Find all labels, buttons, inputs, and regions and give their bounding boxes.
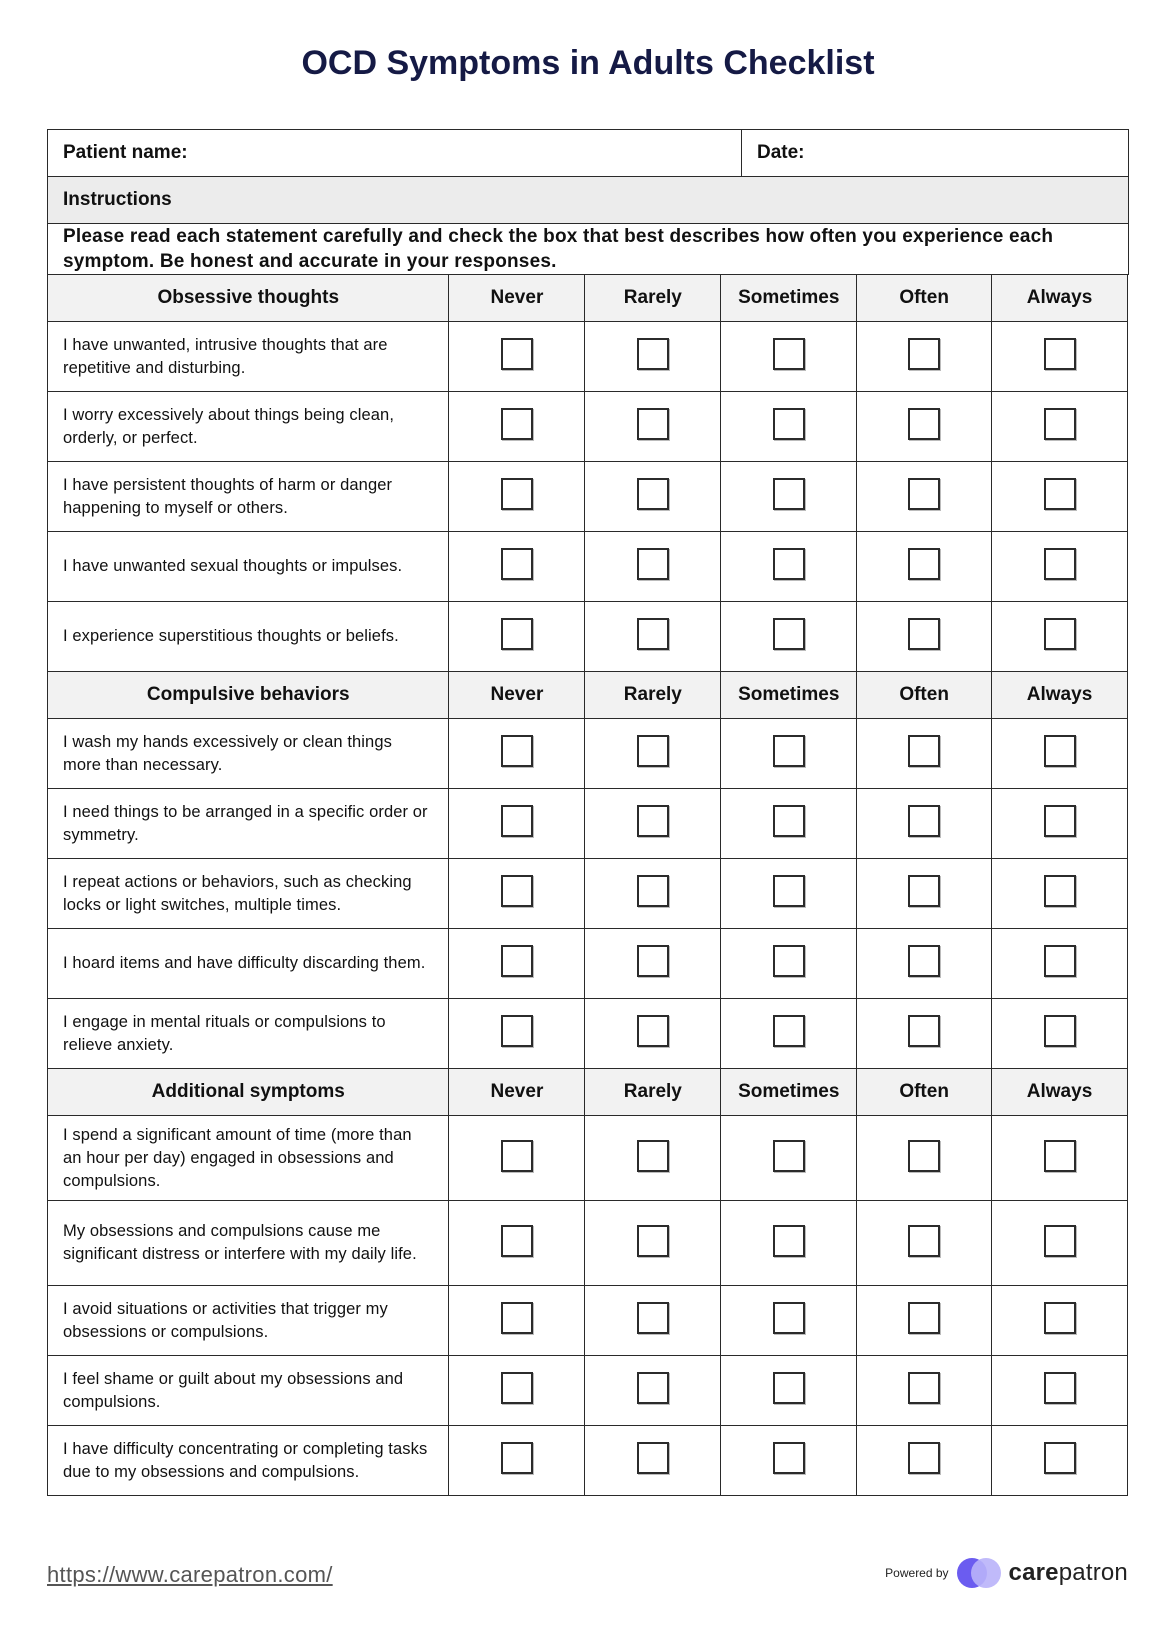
checkbox-often[interactable]	[908, 1372, 940, 1404]
checkbox-cell	[992, 602, 1128, 672]
checkbox-rarely[interactable]	[637, 1442, 669, 1474]
checkbox-always[interactable]	[1044, 805, 1076, 837]
checkbox-often[interactable]	[908, 408, 940, 440]
powered-by-logo[interactable]	[885, 1556, 1128, 1590]
checkbox-cell	[857, 602, 992, 672]
powered-by-label: Powered by	[885, 1566, 949, 1580]
checkbox-cell	[585, 999, 721, 1069]
checkbox-cell	[992, 1116, 1128, 1201]
carepatron-logo-icon	[957, 1556, 1003, 1590]
symptom-row	[48, 929, 1128, 999]
checkbox-cell	[992, 1286, 1128, 1356]
symptom-statement: I feel shame or guilt about my obsessions and compulsions.	[48, 1356, 449, 1426]
checkbox-cell	[857, 929, 992, 999]
checkbox-never[interactable]	[501, 945, 533, 977]
brand-name: carepatron	[1008, 1559, 1128, 1586]
checkbox-rarely[interactable]	[637, 1015, 669, 1047]
checkbox-never[interactable]	[501, 478, 533, 510]
option-header-often: Often	[857, 1069, 992, 1116]
checkbox-often[interactable]	[908, 478, 940, 510]
checkbox-sometimes[interactable]	[773, 1372, 805, 1404]
checkbox-sometimes[interactable]	[773, 735, 805, 767]
symptom-row	[48, 462, 1128, 532]
option-header-sometimes: Sometimes	[721, 275, 857, 322]
checkbox-cell	[585, 859, 721, 929]
symptom-statement: My obsessions and compulsions cause me significant distress or interfere with my daily life.	[48, 1201, 449, 1286]
instructions-text: Please read each statement carefully and check the box that best describes how often you experience each symptom. Be honest and accurate in your responses.	[48, 224, 1129, 275]
carepatron-link[interactable]: https://www.carepatron.com/	[47, 1562, 333, 1587]
checkbox-never[interactable]	[501, 1442, 533, 1474]
checkbox-often[interactable]	[908, 1140, 940, 1172]
option-header-rarely: Rarely	[585, 1069, 721, 1116]
checkbox-sometimes[interactable]	[773, 338, 805, 370]
symptom-row	[48, 1356, 1128, 1426]
checkbox-cell	[721, 999, 857, 1069]
checkbox-rarely[interactable]	[637, 408, 669, 440]
header-table	[47, 129, 1129, 275]
checkbox-cell	[449, 929, 585, 999]
symptom-statement: I need things to be arranged in a specific order or symmetry.	[48, 789, 449, 859]
patient-name-label: Patient name:	[63, 142, 188, 163]
checkbox-cell	[449, 532, 585, 602]
checkbox-cell	[449, 999, 585, 1069]
checkbox-cell	[992, 1201, 1128, 1286]
option-header-often: Often	[857, 672, 992, 719]
checkbox-cell	[585, 1426, 721, 1496]
checkbox-cell	[449, 1426, 585, 1496]
checkbox-cell	[721, 1201, 857, 1286]
checkbox-cell	[992, 1426, 1128, 1496]
symptom-statement: I repeat actions or behaviors, such as checking locks or light switches, multiple times.	[48, 859, 449, 929]
symptom-row	[48, 1286, 1128, 1356]
option-header-never: Never	[449, 275, 585, 322]
symptom-statement: I wash my hands excessively or clean things more than necessary.	[48, 719, 449, 789]
option-header-often: Often	[857, 275, 992, 322]
checkbox-often[interactable]	[908, 1015, 940, 1047]
checkbox-rarely[interactable]	[637, 618, 669, 650]
checkbox-never[interactable]	[501, 875, 533, 907]
checkbox-rarely[interactable]	[637, 735, 669, 767]
symptom-grid	[47, 274, 1128, 1496]
checkbox-cell	[857, 392, 992, 462]
checkbox-cell	[721, 532, 857, 602]
option-header-sometimes: Sometimes	[721, 672, 857, 719]
checkbox-cell	[449, 322, 585, 392]
section-title: Obsessive thoughts	[48, 275, 449, 322]
checkbox-cell	[585, 789, 721, 859]
checkbox-sometimes[interactable]	[773, 1140, 805, 1172]
checkbox-cell	[992, 532, 1128, 602]
checkbox-never[interactable]	[501, 338, 533, 370]
checkbox-sometimes[interactable]	[773, 1015, 805, 1047]
symptom-row	[48, 1426, 1128, 1496]
symptom-row	[48, 859, 1128, 929]
checkbox-always[interactable]	[1044, 338, 1076, 370]
checkbox-cell	[857, 322, 992, 392]
checkbox-never[interactable]	[501, 1140, 533, 1172]
checkbox-rarely[interactable]	[637, 1302, 669, 1334]
checkbox-cell	[857, 1201, 992, 1286]
checkbox-often[interactable]	[908, 805, 940, 837]
symptom-statement: I worry excessively about things being clean, orderly, or perfect.	[48, 392, 449, 462]
checkbox-cell	[449, 392, 585, 462]
checkbox-cell	[449, 1356, 585, 1426]
checkbox-cell	[857, 789, 992, 859]
instructions-heading: Instructions	[48, 177, 1129, 224]
checkbox-cell	[857, 532, 992, 602]
checkbox-cell	[721, 322, 857, 392]
checkbox-cell	[585, 462, 721, 532]
checkbox-cell	[992, 859, 1128, 929]
checkbox-sometimes[interactable]	[773, 548, 805, 580]
checkbox-rarely[interactable]	[637, 875, 669, 907]
checkbox-sometimes[interactable]	[773, 805, 805, 837]
checkbox-sometimes[interactable]	[773, 408, 805, 440]
checkbox-cell	[585, 1356, 721, 1426]
checkbox-often[interactable]	[908, 735, 940, 767]
checkbox-rarely[interactable]	[637, 548, 669, 580]
checkbox-often[interactable]	[908, 548, 940, 580]
symptom-statement: I engage in mental rituals or compulsions to relieve anxiety.	[48, 999, 449, 1069]
option-header-always: Always	[992, 672, 1128, 719]
checkbox-rarely[interactable]	[637, 478, 669, 510]
checkbox-cell	[857, 719, 992, 789]
checkbox-often[interactable]	[908, 1225, 940, 1257]
checkbox-cell	[721, 929, 857, 999]
checkbox-never[interactable]	[501, 1302, 533, 1334]
checkbox-often[interactable]	[908, 1302, 940, 1334]
checkbox-cell	[721, 602, 857, 672]
checkbox-sometimes[interactable]	[773, 875, 805, 907]
symptom-row	[48, 322, 1128, 392]
checkbox-cell	[857, 1426, 992, 1496]
checkbox-cell	[992, 392, 1128, 462]
symptom-statement: I hoard items and have difficulty discarding them.	[48, 929, 449, 999]
date-label: Date:	[757, 142, 805, 163]
checkbox-often[interactable]	[908, 945, 940, 977]
symptom-statement: I have unwanted sexual thoughts or impulses.	[48, 532, 449, 602]
checkbox-sometimes[interactable]	[773, 1225, 805, 1257]
checkbox-cell	[857, 859, 992, 929]
checkbox-cell	[449, 789, 585, 859]
checkbox-always[interactable]	[1044, 548, 1076, 580]
checkbox-cell	[721, 1356, 857, 1426]
checkbox-never[interactable]	[501, 805, 533, 837]
symptom-row	[48, 999, 1128, 1069]
checkbox-cell	[585, 602, 721, 672]
checkbox-cell	[449, 602, 585, 672]
checkbox-cell	[449, 719, 585, 789]
checkbox-sometimes[interactable]	[773, 478, 805, 510]
option-header-never: Never	[449, 1069, 585, 1116]
checkbox-cell	[585, 532, 721, 602]
checkbox-cell	[585, 1201, 721, 1286]
checkbox-sometimes[interactable]	[773, 1442, 805, 1474]
checkbox-rarely[interactable]	[637, 338, 669, 370]
checkbox-always[interactable]	[1044, 408, 1076, 440]
checkbox-cell	[857, 1356, 992, 1426]
checkbox-always[interactable]	[1044, 1015, 1076, 1047]
checkbox-cell	[721, 1286, 857, 1356]
checkbox-cell	[585, 719, 721, 789]
checkbox-sometimes[interactable]	[773, 945, 805, 977]
checkbox-often[interactable]	[908, 618, 940, 650]
checkbox-always[interactable]	[1044, 735, 1076, 767]
checkbox-cell	[585, 322, 721, 392]
checkbox-rarely[interactable]	[637, 805, 669, 837]
checkbox-sometimes[interactable]	[773, 618, 805, 650]
symptom-statement: I experience superstitious thoughts or beliefs.	[48, 602, 449, 672]
checkbox-never[interactable]	[501, 1015, 533, 1047]
checkbox-rarely[interactable]	[637, 1140, 669, 1172]
checkbox-cell	[449, 859, 585, 929]
symptom-row	[48, 719, 1128, 789]
checkbox-cell	[857, 1286, 992, 1356]
checkbox-cell	[585, 392, 721, 462]
symptom-row	[48, 1201, 1128, 1286]
checkbox-often[interactable]	[908, 1442, 940, 1474]
symptom-statement: I have persistent thoughts of harm or danger happening to myself or others.	[48, 462, 449, 532]
checkbox-often[interactable]	[908, 875, 940, 907]
checkbox-cell	[449, 1116, 585, 1201]
checkbox-always[interactable]	[1044, 618, 1076, 650]
checkbox-cell	[585, 1116, 721, 1201]
option-header-always: Always	[992, 1069, 1128, 1116]
checkbox-cell	[992, 999, 1128, 1069]
section-header-row	[48, 1069, 1128, 1116]
checkbox-always[interactable]	[1044, 478, 1076, 510]
symptom-row	[48, 789, 1128, 859]
checkbox-never[interactable]	[501, 618, 533, 650]
checkbox-cell	[721, 1426, 857, 1496]
checkbox-never[interactable]	[501, 735, 533, 767]
checkbox-cell	[721, 859, 857, 929]
checkbox-rarely[interactable]	[637, 1225, 669, 1257]
symptom-statement: I have difficulty concentrating or completing tasks due to my obsessions and compulsions.	[48, 1426, 449, 1496]
checkbox-always[interactable]	[1044, 945, 1076, 977]
checkbox-cell	[992, 322, 1128, 392]
checkbox-cell	[449, 1201, 585, 1286]
checkbox-cell	[721, 392, 857, 462]
checkbox-cell	[992, 462, 1128, 532]
section-title: Compulsive behaviors	[48, 672, 449, 719]
checkbox-cell	[449, 462, 585, 532]
section-header-row	[48, 275, 1128, 322]
checkbox-often[interactable]	[908, 338, 940, 370]
checkbox-cell	[992, 719, 1128, 789]
checkbox-cell	[585, 929, 721, 999]
checklist-form	[47, 129, 1128, 1496]
symptom-row	[48, 392, 1128, 462]
checkbox-cell	[585, 1286, 721, 1356]
section-title: Additional symptoms	[48, 1069, 449, 1116]
checkbox-cell	[992, 1356, 1128, 1426]
checkbox-never[interactable]	[501, 1372, 533, 1404]
checkbox-cell	[449, 1286, 585, 1356]
option-header-sometimes: Sometimes	[721, 1069, 857, 1116]
checkbox-cell	[721, 462, 857, 532]
checkbox-always[interactable]	[1044, 1225, 1076, 1257]
symptom-statement: I spend a significant amount of time (more than an hour per day) engaged in obsessions and compulsions.	[48, 1116, 449, 1201]
symptom-row	[48, 532, 1128, 602]
checkbox-sometimes[interactable]	[773, 1302, 805, 1334]
checkbox-rarely[interactable]	[637, 945, 669, 977]
patient-name-field[interactable]	[48, 130, 742, 177]
checkbox-always[interactable]	[1044, 1372, 1076, 1404]
symptom-statement: I avoid situations or activities that trigger my obsessions or compulsions.	[48, 1286, 449, 1356]
checkbox-never[interactable]	[501, 408, 533, 440]
checkbox-never[interactable]	[501, 1225, 533, 1257]
option-header-never: Never	[449, 672, 585, 719]
symptom-row	[48, 1116, 1128, 1201]
date-field[interactable]	[742, 130, 1129, 177]
checkbox-always[interactable]	[1044, 1442, 1076, 1474]
option-header-rarely: Rarely	[585, 672, 721, 719]
section-header-row	[48, 672, 1128, 719]
symptom-statement: I have unwanted, intrusive thoughts that are repetitive and disturbing.	[48, 322, 449, 392]
checkbox-cell	[857, 462, 992, 532]
checkbox-cell	[857, 1116, 992, 1201]
checkbox-rarely[interactable]	[637, 1372, 669, 1404]
checkbox-always[interactable]	[1044, 1140, 1076, 1172]
checkbox-always[interactable]	[1044, 1302, 1076, 1334]
checkbox-cell	[992, 929, 1128, 999]
checkbox-cell	[721, 1116, 857, 1201]
symptom-row	[48, 602, 1128, 672]
checkbox-cell	[992, 789, 1128, 859]
checkbox-always[interactable]	[1044, 875, 1076, 907]
checkbox-cell	[721, 719, 857, 789]
checkbox-never[interactable]	[501, 548, 533, 580]
page-title: OCD Symptoms in Adults Checklist	[301, 44, 875, 82]
option-header-always: Always	[992, 275, 1128, 322]
checkbox-cell	[857, 999, 992, 1069]
checkbox-cell	[721, 789, 857, 859]
option-header-rarely: Rarely	[585, 275, 721, 322]
